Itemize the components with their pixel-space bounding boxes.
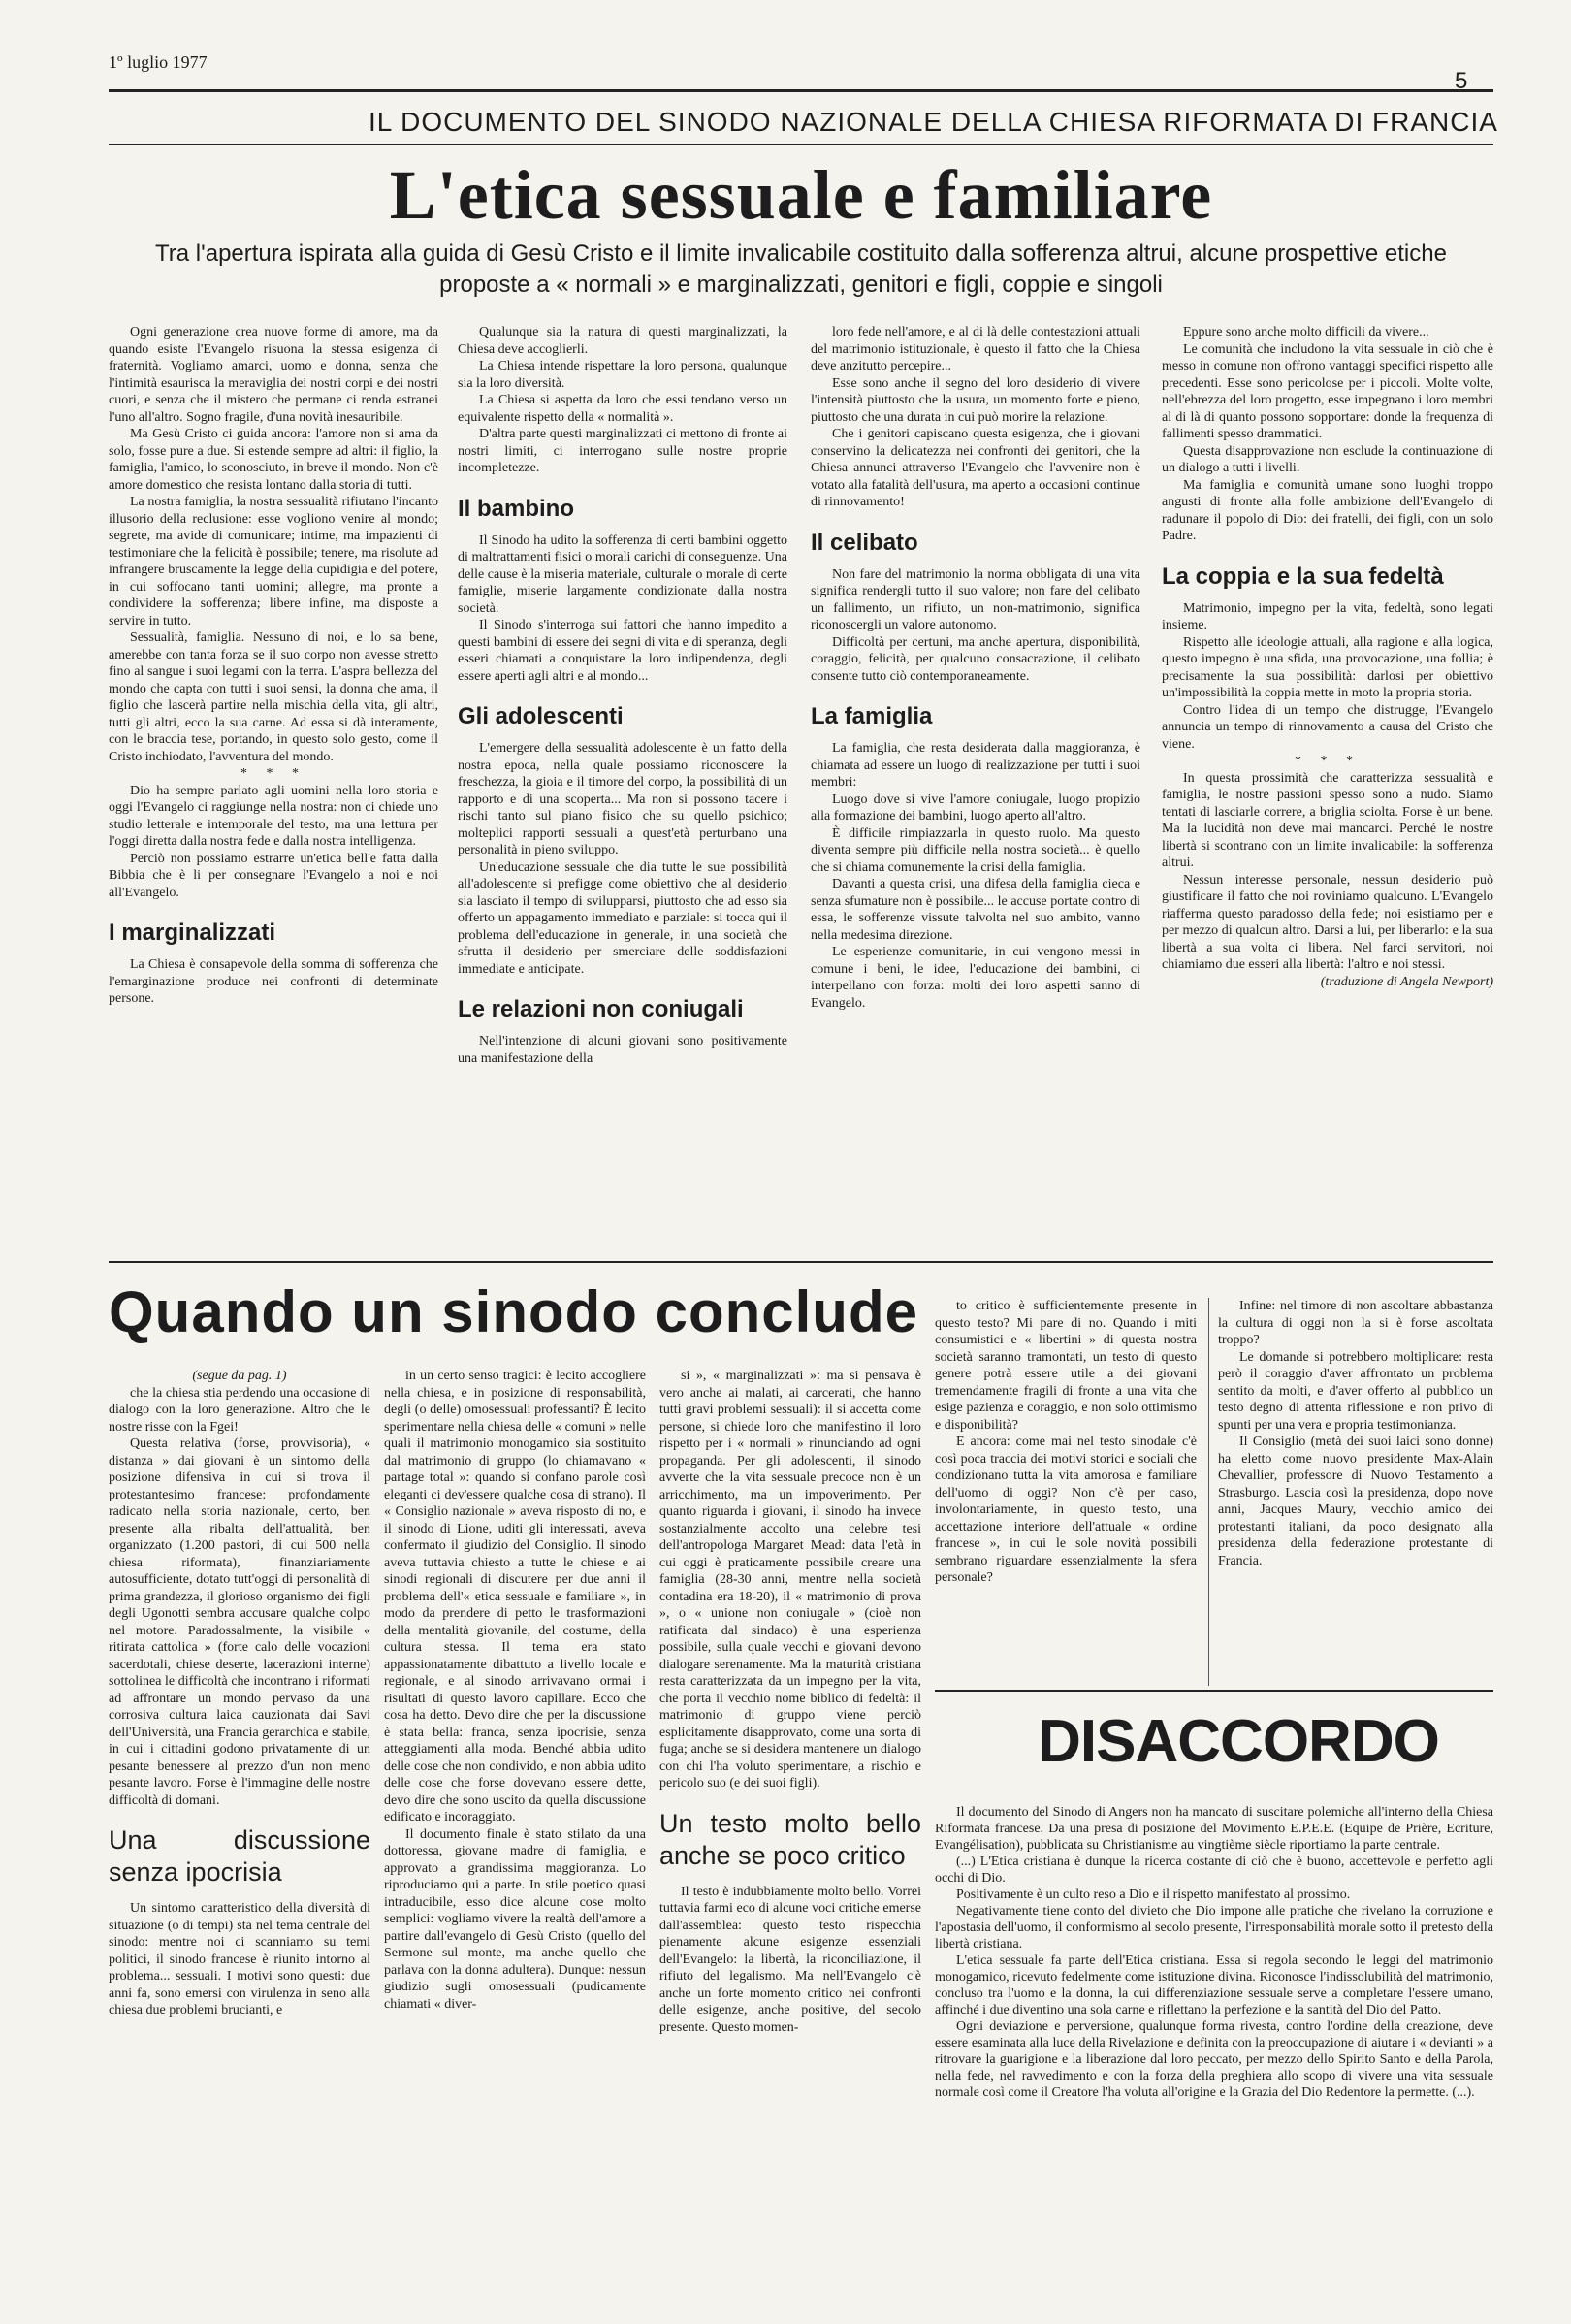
paragraph: Negativamente tiene conto del divieto che Dio impone alle pratiche che rivelano la corruzione e l'apostasia dell'uomo, il conformismo al secolo presente, l'irresponsabilità morale sotto il pretesto della libertà cristiana. <box>935 1904 1493 1952</box>
article-headline: L'etica sessuale e familiare <box>389 156 1213 234</box>
heading-testo: Un testo molto bello anche se poco critico <box>659 1808 921 1870</box>
heading-marginalizzati: I marginalizzati <box>109 920 276 946</box>
paragraph: Qualunque sia la natura di questi marginalizzati, la Chiesa deve accoglierli. <box>458 325 787 357</box>
paragraph: D'altra parte questi marginalizzati ci mettono di fronte ai nostri limiti, ci interrogano sulle nostre proprie incompletezze. <box>458 427 787 475</box>
a2-col1-paragraphs <box>109 1385 370 1810</box>
heading-celibato: Il celibato <box>811 529 918 556</box>
a2-col2-paragraphs <box>384 1368 646 2013</box>
section-kicker: IL DOCUMENTO DEL SINODO NAZIONALE DELLA CHIESA RIFORMATA DI FRANCIA <box>369 107 1498 137</box>
a2-col1b-paragraphs <box>109 1900 370 2019</box>
col3-paragraphs <box>811 324 1140 511</box>
paragraph: E ancora: come mai nel testo sinodale c'è così poca traccia dei motivi storici e sociali che condizionano tutta la vita amorosa e familiare dell'uomo di oggi? Non c'è per caso, involontariamente, in questo testo, una accettazione interiore dell'attuale « ordine francese », in cui le sole novità possibili sembrano riguardare essenzialmente la sfera personale? <box>935 1435 1197 1585</box>
paragraph: Eppure sono anche molto difficili da vivere... <box>1183 325 1429 339</box>
section-divider <box>109 1261 1493 1263</box>
paragraph: Non fare del matrimonio la norma obbligata di una vita significa rendergli tutto il suo valore; non fare del celibato un fallimento, un rifiuto, un non-matrimonio, significa riconoscergli un valore autonomo. <box>811 566 1140 632</box>
article2-column-2 <box>384 1368 646 2289</box>
paragraph: to critico è sufficientemente presente in questo testo? Mi pare di no. Quando i miti consumistici e « libertini » di questa nostra società saranno tramontati, un testo di questo genere potrà essere utile a dei giovani tremendamente fragili di fronte a una vita che esige pazienza e coraggio, e non solo ottimismo e disponibilità? <box>935 1299 1197 1433</box>
article2-column-3 <box>659 1368 921 2289</box>
col3c-paragraphs <box>811 740 1140 1012</box>
col3b-paragraphs <box>811 566 1140 686</box>
paragraph: Sessualità, famiglia. Nessuno di noi, e lo sa bene, amerebbe con tanta forza se il suo corpo non avesse stretto fino al sangue i suoi legami con la terra. L'aspra bellezza del mondo che capta con tutti i suoi sensi, la donna che ama, il figlio che lascerà partire nella mischia della vita, gli altri, tutti gli altri, ecco la sua carne. Ad essa si dà interamente, con le braccia tese, portando, in questo solo gesto, come il Cristo inchiodato, l'avventura del mondo. <box>109 630 438 764</box>
paragraph: Questa relativa (forse, provvisoria), « distanza » dai giovani è un sintomo della posizione difensiva in cui si trova il protestantesimo francese: profondamente radicato nella storia nazionale, certo, ben presente alla ribalta dell'attualità, ben organizzato (1.200 pastori, di cui 500 nella chiesa riformata), finanziariamente autosufficiente, dotato tutt'oggi di personalità di prima grandezza, il glorioso organismo dei figli degli Ugonotti sembra accusare qualche colpo nel motore. Paradossalmente, la visibile « ritirata cattolica » (forte calo delle vocazioni sacerdotali, chiese deserte, lacerazioni interne) sottolinea le difficoltà che incontrano i riformati ad affrontare un mondo pervaso da una corrosiva cultura laica cauzionata dai Savi dell'Università, una Francia gerarchica e stabile, in cui i cittadini godono privatamente di un pesante benessere al prezzo d'un non meno pesante lavoro. Forse è l'immagine delle nostre difficoltà di domani. <box>109 1436 370 1808</box>
issue-date: 1º luglio 1977 <box>109 52 208 72</box>
paragraph: Il Consiglio (metà dei suoi laici sono donne) ha eletto come nuovo presidente Max-Alain Chevallier, professore di Nuovo Testamento a Strasburgo. Lascia così la presidenza, dopo nove anni, Jacques Maury, vecchio amico dei protestanti italiani, da poco designato alla presidenza della federazione protestante di Francia. <box>1218 1435 1493 1568</box>
paragraph: Contro l'idea di un tempo che distrugge, l'Evangelo annuncia un tempo di rinnovamento a causa del Cristo che viene. <box>1162 702 1493 752</box>
article3-body <box>935 1804 1493 2289</box>
paragraph: Il documento del Sinodo di Angers non ha mancato di suscitare polemiche all'interno della Chiesa Riformata francese. Da una presa di posizione del Movimento E.P.E.E. (Equipe de Prière, Ecriture, Evangélisation), pubblicata su Christianisme au vingtième siècle riportiamo la parte centrale. <box>935 1805 1493 1853</box>
a2-col5-paragraphs <box>1218 1298 1493 1569</box>
article3-headline: DISACCORDO <box>1038 1708 1439 1775</box>
paragraph: Le comunità che includono la vita sessuale in ciò che è messo in comune non offrono vantaggi specifici rispetto alle precedenti. Esse sono pericolose per i piccoli. Molte volte, nell'ebrezza del loro progetto, esse impegnano i loro membri al di là di quanto possono sopportare: donde la frequenza di fallimenti spesso drammatici. <box>1162 341 1493 441</box>
paragraph: L'emergere della sessualità adolescente è un fatto della nostra epoca, nella quale possiamo riconoscere la freschezza, la gioia e il timore del corpo, la possibilità di un rapporto e di una scoperta... Ma non si possono tacere i rischi tanto sul piano fisico che su quello psichico; molteplici rapporti sessuali a quest'età perturbano una personalità in pieno sviluppo. <box>458 741 787 857</box>
col4-paragraphs <box>1162 324 1493 545</box>
paragraph: Il documento finale è stato stilato da una dottoressa, giovane madre di famiglia, e approvato a grandissima maggioranza. Lo riproduciamo qui a parte. In stile poetico quasi intraducibile, esso dice alcune cose molto semplici: vogliamo vivere la realtà dell'amore a partire dall'evangelo di Gesù Cristo (quello del Sermone sul monte, ma anche quello che parlava con la donna adultera). Dunque: nessun giudizio sugli omosessuali (pudicamente chiamati « diver- <box>384 1826 646 2012</box>
paragraph: Un'educazione sessuale che dia tutte le sue possibilità all'adolescente si prefigge come obiettivo che al desiderio sia lasciato il tempo di svilupparsi, piuttosto che ad esso sia offerto un appagamento immediato e parziale: si tocca qui il problema dell'educazione in generale, in una società che sfrutta il desiderio per smerciare delle soddisfazioni immediate e anticipate. <box>458 859 787 977</box>
a2-col3b-paragraphs <box>659 1884 921 2037</box>
page-number: 5 <box>1455 68 1468 94</box>
paragraph: Ma famiglia e comunità umane sono luoghi troppo angusti di fronte alla folle ambizione dell'Evangelo di radunare il popolo di Dio: dei fratelli, dei figli, con un solo Padre. <box>1162 477 1493 543</box>
paragraph: (...) L'Etica cristiana è dunque la ricerca costante di ciò che è buono, accettevole e perfetto agli occhi di Dio. <box>935 1855 1493 1886</box>
paragraph: Davanti a questa crisi, una difesa della famiglia cieca e senza sfumature non è possibile... le accuse portate contro di essa, le sofferenze vissute talvolta nel suo ambito, vanno nella medesima direzione. <box>811 877 1140 943</box>
kicker-rule <box>109 144 1493 145</box>
paragraph: loro fede nell'amore, e al di là delle contestazioni attuali del matrimonio istituzionale, è questo il fatto che la Chiesa deve anzitutto percepire... <box>811 325 1140 373</box>
article1-column-3 <box>811 324 1140 1255</box>
paragraph: Le esperienze comunitarie, in cui vengono messi in comune i beni, le idee, l'educazione dei bambini, ci interpellano con forza: molti dei loro aspetti sanno di Evangelo. <box>811 945 1140 1011</box>
col4b-paragraphs <box>1162 600 1493 754</box>
article2-column-4 <box>935 1298 1197 1686</box>
paragraph: Nessun interesse personale, nessun desiderio può giustificare il fatto che noi roviniamo qualcuno. L'Evangelo riafferma questo paradosso della fede; noi esistiamo per e per mezzo di qualcun altro. Darsi a lui, per liberarlo: e la sua libertà a sua volta ci libera. Nel farci servitori, noi chiamiamo due esseri alla libertà: l'altro e noi stessi. <box>1162 872 1493 972</box>
heading-bambino: Il bambino <box>458 495 574 522</box>
paragraph: L'etica sessuale fa parte dell'Etica cristiana. Essa si regola secondo le leggi del matrimonio monogamico, ricevuto fedelmente come istituzione divina. Riconosce l'indissolubilità del matrimonio, concluso tra l'uomo e la donna, la cui differenziazione sessuale serve a completare l'essere umano, affinché i due diventino una sola carne e riflettano la perfezione e la santità del Dio del Patto. <box>935 1953 1493 2017</box>
article1-column-4 <box>1162 324 1493 1255</box>
paragraph: Matrimonio, impegno per la vita, fedeltà, sono legati insieme. <box>1162 600 1493 632</box>
paragraph: Rispetto alle ideologie attuali, alla ragione e alla logica, questo impegno è una sfida, una provocazione, una follia; è precisamente la sua possibilità: darlosi per obiettivo un'impossibilità la coppia mette in moto la propria storia. <box>1162 634 1493 700</box>
paragraph: Il Sinodo s'interroga sui fattori che hanno impedito a questi bambini di essere dei segni di vita e di speranza, degli esseri chiamati a conquistare la loro indipendenza, degli essere aperti agli altri e al mondo... <box>458 618 787 684</box>
heading-famiglia: La famiglia <box>811 703 933 729</box>
heading-discussione: Una discussione senza ipocrisia <box>109 1825 370 1887</box>
paragraph: Positivamente è un culto reso a Dio e il rispetto manifestato al prossimo. <box>956 1888 1351 1902</box>
paragraph: Questa disapprovazione non esclude la continuazione di un dialogo a tutti i livelli. <box>1162 443 1493 475</box>
article2-column-1 <box>109 1368 370 2289</box>
paragraph: che la chiesa stia perdendo una occasione di dialogo con la loro generazione. Altro che le nostre risse con la Fgei! <box>109 1385 370 1435</box>
column-rule <box>1208 1298 1209 1686</box>
a3-paragraphs <box>935 1804 1493 2101</box>
paragraph: Ogni generazione crea nuove forme di amore, ma da quando esiste l'Evangelo risuona la stessa esigenza di fraternità. Vogliamo amarci, uomo e donna, senza che l'intimità esaurisca la meraviglia dei nostri corpi e dei nostri cuori, e senza che il mistero che permane ci renda estranei l'uno all'altro. Sogno fragile, d'una novità inesauribile. <box>109 325 438 425</box>
paragraph: È difficile rimpiazzarla in questo ruolo. Ma questo diventa sempre più difficile nella nostra società... è quello che si chiama comunemente la crisi della famiglia. <box>811 825 1140 875</box>
heading-coppia: La coppia e la sua fedeltà <box>1162 563 1444 590</box>
paragraph: Esse sono anche il segno del loro desiderio di vivere l'intensità piuttosto che la usura, un momento forte e pieno, piuttosto che una durata in cui può morire la relazione. <box>811 375 1140 425</box>
paragraph: Le domande si potrebbero moltiplicare: resta però il coraggio d'aver affrontato un problema sentito da molti, e d'aver offerto al pubblico un testo degno di attenta riflessione e non privo di spunti per una vera e propria testimonianza. <box>1218 1349 1493 1433</box>
paragraph: La nostra famiglia, la nostra sessualità rifiutano l'incanto illusorio della reclusione: esse vogliono venire al mondo; segrete, ma avide di comunicare; intime, ma impazienti di testimoniare che la felicità è possibile; tenere, ma risolute ad infrangere bruscamente la legge della cupidigia e del potere, in cui soffocano tanti uomini; allegre, ma pronte a condividere la sofferenza; libere infine, ma disposte a servire in tutto. <box>109 495 438 629</box>
paragraph: Il testo è indubbiamente molto bello. Vorrei tuttavia farmi eco di alcune voci critiche emerse dall'assemblea: questo testo rispecchia pienamente alcune esigenze essenziali dell'Evangelo: la libertà, la riconciliazione, il rifiuto del legalismo. Ma nell'Evangelo c'è anche un forte momento critico nei confronti delle esigenze, anche positive, del secolo presente. Questo momen- <box>659 1884 921 2035</box>
col1-paragraphs <box>109 324 438 765</box>
paragraph: Che i genitori capiscano questa esigenza, che i giovani conservino la delicatezza nei confronti dei genitori, che la Chiesa annunci attraverso l'Evangelo che l'avvenire non è votato alla fatalità dell'usura, ma aperto a occasioni continue di rinnovamento! <box>811 427 1140 509</box>
paragraph: La Chiesa intende rispettare la loro persona, qualunque sia la loro diversità. <box>458 359 787 391</box>
paragraph: Difficoltà per certuni, ma anche apertura, disponibilità, coraggio, felicità, per qualcuno consacrazione, il celibato consente tutto ciò contemporaneamente. <box>811 634 1140 684</box>
a2-col3-paragraphs <box>659 1368 921 1792</box>
paragraph: Dio ha sempre parlato agli uomini nella loro storia e oggi l'Evangelo ci raggiunge nella nostra: non ci chiede uno studio letterale e intemporale del testo, ma una lettura per l'oggi diretta dalla nostra fede e dalla nostra intelligenza. <box>109 783 438 849</box>
a2-col4-paragraphs <box>935 1298 1197 1587</box>
paragraph: La Chiesa si aspetta da loro che essi tendano verso un equivalente rispetto della « normalità ». <box>458 393 787 425</box>
paragraph: La Chiesa è consapevole della somma di sofferenza che l'emarginazione produce nei confronti di determinate persone. <box>109 957 438 1006</box>
paragraph: si », « marginalizzati »: ma si pensava è vero anche ai malati, ai carcerati, che hanno tutti gravi problemi sessuali): il si accetta come persone, si chiede loro che manifestino il loro rispetto per i « normali » rinunciando ad ogni propaganda. Per gli adolescenti, il sinodo avverte che la vita sessuale precoce non è un arricchimento, ma un impoverimento. Per quanto riguarda i giovani, il sinodo ha invece sostanzialmente accolto una celebre tesi dell'antropologa Margaret Mead: data l'età in cui oggi è praticamente possibile creare una famiglia (28-30 anni, mentre nella società contadina era 18-20), il « matrimonio di prova », o « unione non coniugale » (cioè non ratificata dal sindaco) è una esperienza possibile, sulla quale vecchi e giovani devono dialogare serenamente. Ma la maturità cristiana resta caratterizzata da un impegno per la vita, che porta il vecchio nome biblico di fedeltà: il matrimonio di gruppo viene perciò esplicitamente disapprovato, come una sorta di fuga; anche se si desidera mantenere un dialogo con chi l'ha voluto sperimentare, a rischio e pericolo suo (e dei suoi figli). <box>659 1369 921 1791</box>
top-rule <box>109 89 1493 92</box>
paragraph: Ma Gesù Cristo ci guida ancora: l'amore non si ama da solo, fosse pure a due. Si estende sempre ad altri: il figlio, la famiglia, l'amico, lo sconosciuto, in breve il mondo. Non c'è amore domestico che resista lontano dalla storia di tutti. <box>109 427 438 493</box>
article1-column-1 <box>109 324 438 1255</box>
heading-relazioni: Le relazioni non coniugali <box>458 996 744 1022</box>
paragraph: In questa prossimità che caratterizza sessualità e famiglia, le nostre passioni spesso sono a nudo. Siamo tentati di lasciarle correre, a briglia sciolta. Forse è un bene. Ma la lucidità non deve mai mancarci. Perché le nostre libertà si scontrano con un limite invalicabile: la sofferenza altrui. <box>1162 770 1493 870</box>
col1c-paragraphs <box>109 956 438 1008</box>
paragraph: Nell'intenzione di alcuni giovani sono positivamente una manifestazione della <box>458 1034 787 1066</box>
section-separator: * * * <box>1295 754 1361 768</box>
article-deck: Tra l'apertura ispirata alla guida di Gesù Cristo e il limite invalicabile costituito dalla sofferenza altrui, alcune prospettive etiche proposte a « normali » e marginalizzati, genitori e figli, coppie e singoli <box>155 241 1447 298</box>
section-separator: * * * <box>240 766 306 781</box>
paragraph: Un sintomo caratteristico della diversità di situazione (o di tempi) sta nel tema centrale del sinodo: mentre noi ci scanniamo su temi politici, il sinodo francese è riunito intorno al problema... sessuali. I motivi sono questi: due anni fa, sono emersi con virulenza in seno alla chiesa due problemi brucianti, e <box>109 1901 370 2017</box>
box-rule <box>935 1690 1493 1692</box>
col4c-paragraphs <box>1162 770 1493 974</box>
paragraph: La famiglia, che resta desiderata dalla maggioranza, è chiamata ad essere un luogo di realizzazione per tutti i suoi membri: <box>811 741 1140 790</box>
paragraph: Luogo dove si vive l'amore coniugale, luogo propizio alla formazione dei bambini, luogo aperto all'altro. <box>811 791 1140 823</box>
paragraph: Perciò non possiamo estrarre un'etica bell'e fatta dalla Bibbia che è li per consegnare l'Evangelo a noi e noi all'Evangelo. <box>109 851 438 900</box>
col1b-paragraphs <box>109 783 438 902</box>
translator-credit: (traduzione di Angela Newport) <box>1320 974 1493 989</box>
col2d-paragraphs <box>458 1033 787 1067</box>
col2-paragraphs <box>458 324 787 477</box>
paragraph: Ogni deviazione e perversione, qualunque forma rivesta, contro l'ordine della creazione, deve essere esaminata alla luce della Rivelazione e definita con la preoccupazione di aiutare i « devianti » a ritrovare la guarigione e la liberazione dal loro peccato, per mezzo dello Spirito Santo e della Parola, nella fede, nel ravvedimento e con la forza della preghiera allo scopo di vivere una vita sessuale normale così come il Creatore l'ha voluta all'origine e la Grazia del Dio Redentore la permette. (...). <box>935 2019 1493 2100</box>
article2-headline: Quando un sinodo conclude <box>109 1279 918 1344</box>
article1-column-2 <box>458 324 787 1255</box>
paragraph: in un certo senso tragici: è lecito accogliere nella chiesa, e in posizione di responsabilità, degli (o delle) omosessuali professanti? È lecito sperimentare nella chiesa delle « comuni » nelle quali il matrimonio monogamico sia sostituito dal matrimonio di gruppo (lo chiamavano « partage total »: quando si confano parole così eleganti ci dev'essere qualche cosa di strano). Il « Consiglio nazionale » aveva risposto di no, e il sinodo di Lione, uditi gli interessati, aveva confermato il giudizio del Consiglio. Il sinodo aveva tuttavia chiesto a tutte le chiese e ai sinodi regionali di discutere per due anni il problema dell'« etica sessuale e familiare », in modo da prendere di petto le trasformazioni della mentalità giovanile, del costume, della cultura stessa. Il tema era stato appassionatamente dibattuto a livello locale e regionale, e al sinodo arrivavano ormai i risultati di questo lavoro capillare. Ecco che cosa ha detto. Devo dire che per la discussione è stata bella: franca, senza ipocrisie, senza atteggiamenti alla moda. Benché abbia udito delle cose che non condivido, e non abbia udito delle cose che forse dovevano essere dette, devo dire che sono uscito da quella discussione edificato e incoraggiato. <box>384 1369 646 1824</box>
continued-from: (segue da pag. 1) <box>192 1369 287 1383</box>
col2b-paragraphs <box>458 533 787 686</box>
col2c-paragraphs <box>458 740 787 978</box>
article2-column-5 <box>1218 1298 1493 1686</box>
paragraph: Il Sinodo ha udito la sofferenza di certi bambini oggetto di maltrattamenti fisici o morali carichi di conseguenze. Una delle cause è la miseria materiale, culturale o morale di certe famiglie, miserie largamente condizionate dalla nostra società. <box>458 533 787 616</box>
heading-adolescenti: Gli adolescenti <box>458 703 624 729</box>
paragraph: Infine: nel timore di non ascoltare abbastanza la cultura di oggi non la si è forse ascoltata troppo? <box>1218 1299 1493 1347</box>
